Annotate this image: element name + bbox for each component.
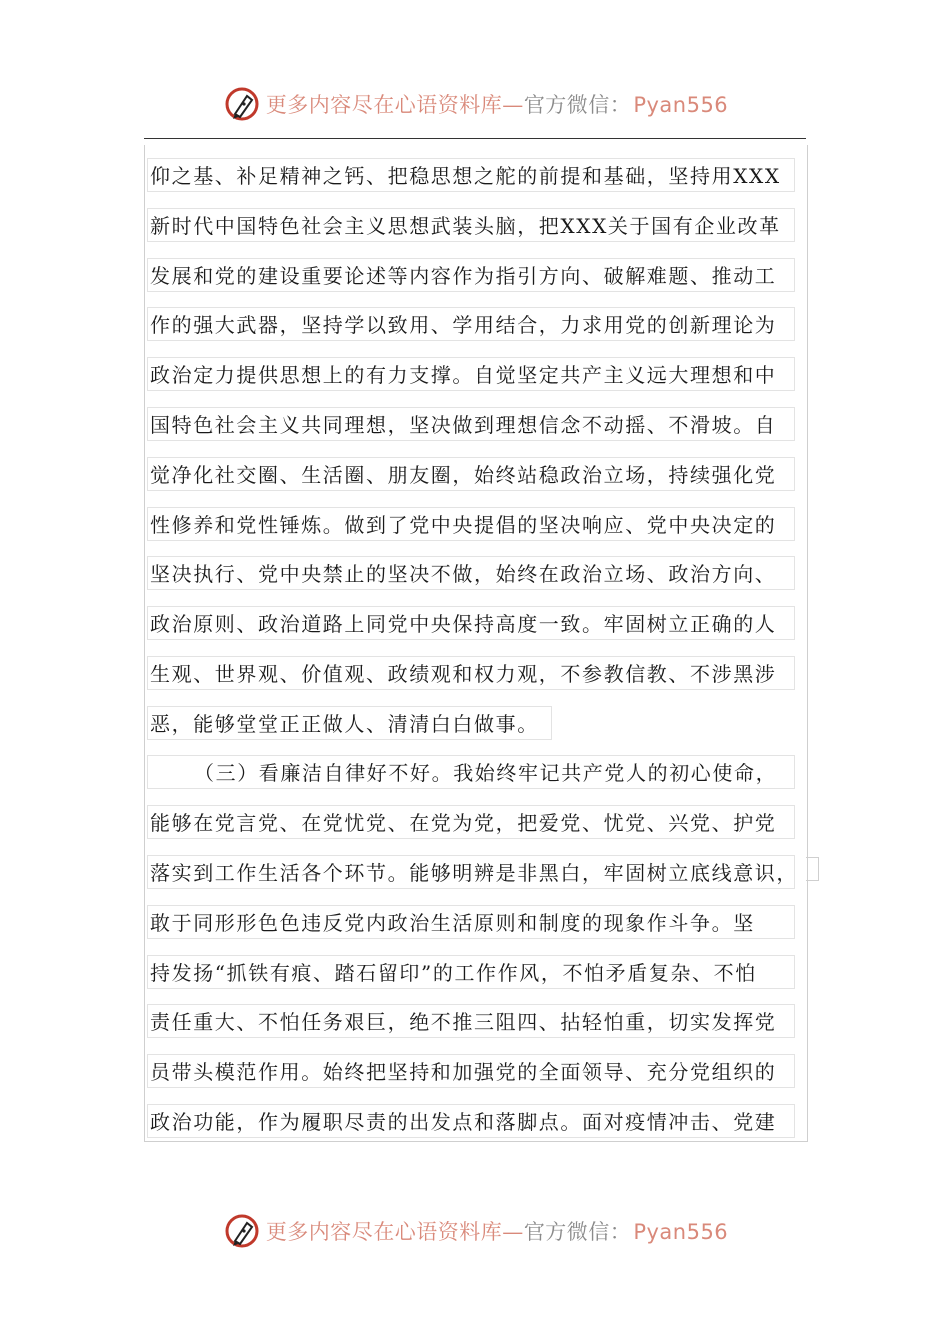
text-line: 觉净化社交圈、生活圈、朋友圈，始终站稳政治立场，持续强化党 bbox=[147, 457, 795, 491]
header-banner bbox=[0, 81, 950, 127]
text-line: 性修养和党性锤炼。做到了党中央提倡的坚决响应、党中央决定的 bbox=[147, 507, 795, 541]
document-body bbox=[144, 145, 808, 1142]
section-heading-line: （三）看廉洁自律好不好。我始终牢记共产党人的初心使命， bbox=[147, 755, 795, 789]
pen-nib-logo-icon bbox=[222, 1211, 262, 1251]
text-line: 落实到工作生活各个环节。能够明辨是非黑白，牢固树立底线意识， bbox=[147, 855, 795, 889]
banner-wechat-label: 官方微信： bbox=[523, 1220, 632, 1244]
text-line: 国特色社会主义共同理想，坚决做到理想信念不动摇、不滑坡。自 bbox=[147, 407, 795, 441]
banner-wechat-label: 官方微信： bbox=[523, 93, 632, 117]
text-line: 敢于同形形色色违反党内政治生活原则和制度的现象作斗争。坚 bbox=[147, 905, 795, 939]
text-line: 生观、世界观、价值观、政绩观和权力观，不参教信教、不涉黑涉 bbox=[147, 656, 795, 690]
footer-banner bbox=[0, 1208, 950, 1254]
text-line: 作的强大武器，坚持学以致用、学用结合，力求用党的创新理论为 bbox=[147, 307, 795, 341]
margin-mark bbox=[806, 857, 819, 881]
text-line: 仰之基、补足精神之钙、把稳思想之舵的前提和基础，坚持用XXX bbox=[147, 158, 795, 192]
banner-text bbox=[266, 1216, 728, 1246]
text-line: 责任重大、不怕任务艰巨，绝不推三阻四、拈轻怕重，切实发挥党 bbox=[147, 1004, 795, 1038]
text-line: 政治定力提供思想上的有力支撑。自觉坚定共产主义远大理想和中 bbox=[147, 357, 795, 391]
banner-wechat-id: Pyan556 bbox=[633, 93, 729, 117]
text-line: 持发扬“抓铁有痕、踏石留印”的工作作风，不怕矛盾复杂、不怕 bbox=[147, 955, 795, 989]
pen-nib-logo-icon bbox=[222, 84, 262, 124]
text-line: 新时代中国特色社会主义思想武装头脑，把XXX关于国有企业改革 bbox=[147, 208, 795, 242]
header-rule bbox=[144, 138, 806, 139]
text-line: 政治原则、政治道路上同党中央保持高度一致。牢固树立正确的人 bbox=[147, 606, 795, 640]
text-line: 政治功能，作为履职尽责的出发点和落脚点。面对疫情冲击、党建 bbox=[147, 1104, 795, 1138]
text-line: 员带头模范作用。始终把坚持和加强党的全面领导、充分党组织的 bbox=[147, 1054, 795, 1088]
banner-text bbox=[266, 89, 728, 119]
banner-main-text: 更多内容尽在心语资料库— bbox=[265, 1220, 524, 1244]
text-line: 发展和党的建设重要论述等内容作为指引方向、破解难题、推动工 bbox=[147, 258, 795, 292]
text-line: 能够在党言党、在党忧党、在党为党，把爱党、忧党、兴党、护党 bbox=[147, 805, 795, 839]
banner-main-text: 更多内容尽在心语资料库— bbox=[265, 93, 524, 117]
text-line: 恶，能够堂堂正正做人、清清白白做事。 bbox=[147, 706, 552, 740]
text-line: 坚决执行、党中央禁止的坚决不做，始终在政治立场、政治方向、 bbox=[147, 556, 795, 590]
banner-wechat-id: Pyan556 bbox=[633, 1220, 729, 1244]
